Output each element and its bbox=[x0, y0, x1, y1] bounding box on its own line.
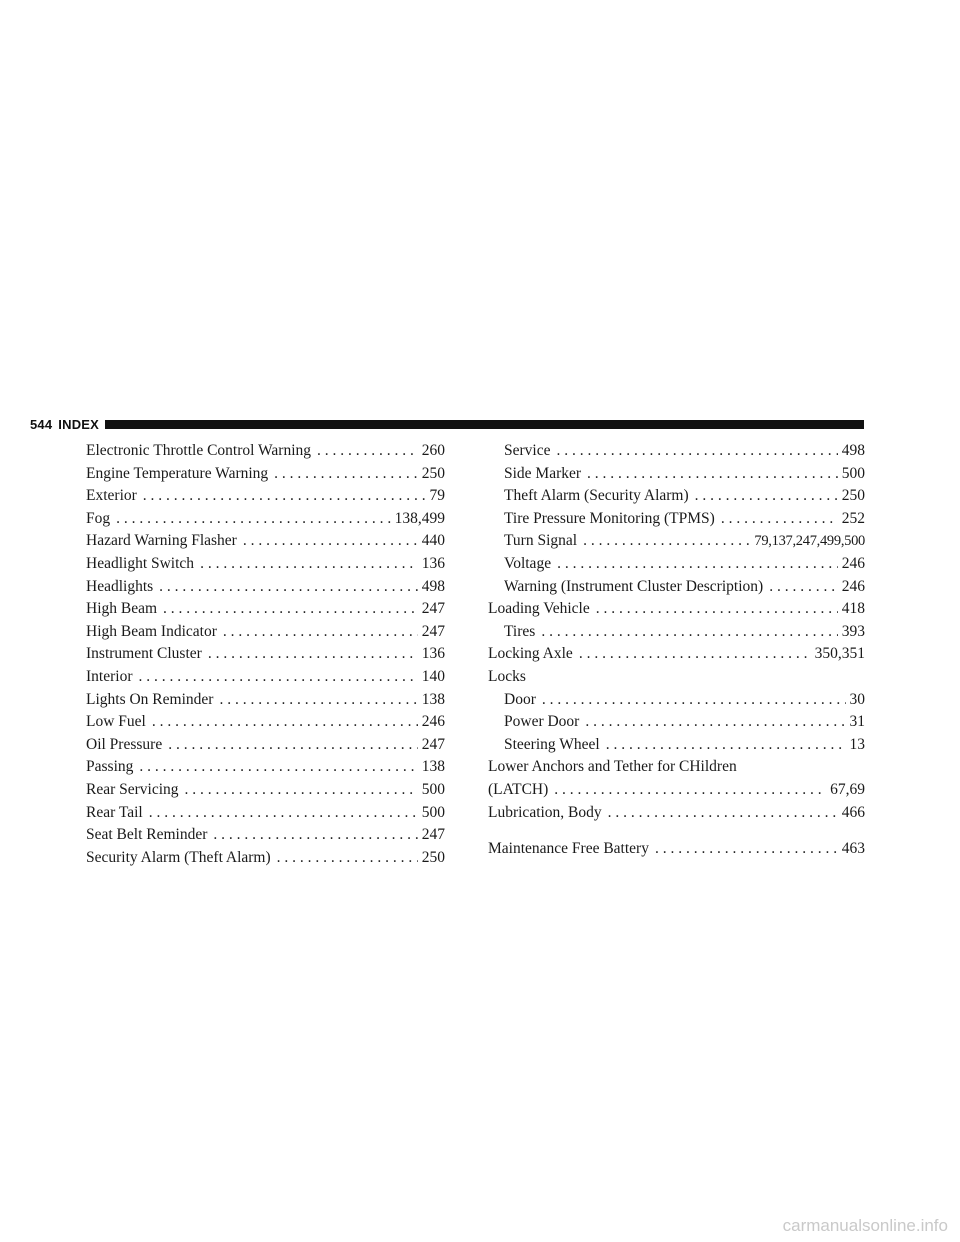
entry-page: 350,351 bbox=[814, 645, 865, 663]
entry-page: 500 bbox=[841, 464, 865, 482]
entry-page: 247 bbox=[421, 600, 445, 618]
entry-term: Service bbox=[504, 442, 551, 459]
section-title: INDEX bbox=[58, 417, 100, 432]
index-subentry bbox=[488, 553, 865, 576]
entry-term: Electronic Throttle Control Warning bbox=[86, 442, 312, 459]
index-column-right bbox=[488, 440, 865, 861]
index-subentry bbox=[488, 530, 865, 553]
entry-page: 250 bbox=[421, 848, 445, 866]
entry-page: 247 bbox=[421, 826, 445, 844]
entry-term: Theft Alarm (Security Alarm) bbox=[504, 487, 689, 505]
entry-term: Fog bbox=[86, 509, 111, 527]
index-entry bbox=[86, 824, 445, 847]
entry-page: 30 bbox=[849, 690, 865, 708]
index-subentry bbox=[488, 576, 865, 599]
entry-page: 498 bbox=[841, 442, 865, 459]
index-entry bbox=[488, 802, 865, 825]
entry-term: Maintenance Free Battery bbox=[488, 840, 649, 858]
index-entry bbox=[86, 508, 445, 531]
entry-page: 79 bbox=[429, 487, 445, 505]
entry-term: Rear Servicing bbox=[86, 780, 179, 798]
entry-page: 466 bbox=[841, 803, 865, 821]
entry-page: 440 bbox=[421, 532, 445, 550]
entry-term: Tires bbox=[504, 622, 536, 640]
entry-page: 500 bbox=[421, 803, 445, 821]
entry-page: 246 bbox=[421, 713, 445, 731]
entry-term: Side Marker bbox=[504, 464, 582, 482]
index-entry bbox=[86, 779, 445, 802]
index-entry bbox=[86, 711, 445, 734]
entry-term: Engine Temperature Warning bbox=[86, 464, 269, 482]
entry-term: Passing bbox=[86, 758, 134, 776]
entry-term: High Beam bbox=[86, 600, 158, 618]
entry-term: Headlights bbox=[86, 577, 154, 595]
index-entry bbox=[488, 838, 865, 861]
entry-page: 260 bbox=[421, 442, 445, 459]
entry-term: Seat Belt Reminder bbox=[86, 826, 208, 844]
entry-term: Hazard Warning Flasher bbox=[86, 532, 237, 550]
index-subentry bbox=[488, 440, 865, 463]
page-header bbox=[30, 416, 864, 433]
entry-term: Lights On Reminder bbox=[86, 690, 214, 708]
entry-page: 138,499 bbox=[394, 509, 445, 527]
index-entry bbox=[86, 621, 445, 644]
entry-page: 136 bbox=[421, 554, 445, 572]
entry-term: Headlight Switch bbox=[86, 554, 195, 572]
entry-term: Tire Pressure Monitoring (TPMS) bbox=[504, 509, 715, 527]
entry-page: 418 bbox=[841, 600, 865, 618]
entry-page: 252 bbox=[841, 509, 865, 527]
entry-term: Instrument Cluster bbox=[86, 645, 202, 663]
entry-term: Warning (Instrument Cluster Description) bbox=[504, 577, 764, 595]
entry-term: Steering Wheel bbox=[504, 735, 600, 753]
entry-page: 13 bbox=[849, 735, 865, 753]
watermark: carmanualsonline.info bbox=[782, 1216, 948, 1235]
entry-term: Low Fuel bbox=[86, 713, 146, 731]
entry-page: 250 bbox=[841, 487, 865, 505]
entry-page: 138 bbox=[421, 758, 445, 776]
page-number: 544 bbox=[30, 417, 53, 432]
entry-page: 463 bbox=[841, 840, 865, 858]
index-entry bbox=[86, 666, 445, 689]
index-entry bbox=[86, 485, 445, 508]
entry-term: Lubrication, Body bbox=[488, 803, 602, 821]
entry-term: Rear Tail bbox=[86, 803, 143, 821]
index-column-left bbox=[86, 440, 445, 869]
entry-term: Voltage bbox=[504, 554, 552, 572]
index-heading-locks: Locks bbox=[488, 667, 526, 685]
entry-term: Oil Pressure bbox=[86, 735, 163, 753]
index-entry bbox=[86, 598, 445, 621]
index-subentry bbox=[488, 621, 865, 644]
index-entry bbox=[488, 598, 865, 621]
index-subentry bbox=[488, 508, 865, 531]
index-entry bbox=[488, 779, 865, 802]
entry-page: 247 bbox=[421, 622, 445, 640]
entry-term: Locking Axle bbox=[488, 645, 573, 663]
entry-term: High Beam Indicator bbox=[86, 622, 217, 640]
entry-term: Power Door bbox=[504, 713, 580, 731]
index-entry bbox=[86, 689, 445, 712]
index-subentry bbox=[488, 689, 865, 712]
index-subentry bbox=[488, 734, 865, 757]
header-rule bbox=[105, 420, 864, 429]
index-subentry bbox=[488, 463, 865, 486]
index-entry bbox=[86, 643, 445, 666]
entry-page: 31 bbox=[849, 713, 865, 731]
entry-page: 498 bbox=[421, 577, 445, 595]
entry-term: Interior bbox=[86, 667, 133, 685]
entry-page: 250 bbox=[421, 464, 445, 482]
index-entry bbox=[86, 463, 445, 486]
entry-term: (LATCH) bbox=[488, 780, 549, 798]
entry-term: Security Alarm (Theft Alarm) bbox=[86, 848, 271, 866]
index-heading-lower-anchors: Lower Anchors and Tether for CHildren bbox=[488, 758, 737, 776]
entry-page: 138 bbox=[421, 690, 445, 708]
entry-page: 500 bbox=[421, 780, 445, 798]
entry-term: Loading Vehicle bbox=[488, 600, 590, 618]
index-entry bbox=[488, 643, 865, 666]
entry-page: 140 bbox=[421, 667, 445, 685]
entry-term: Door bbox=[504, 690, 536, 708]
index-entry bbox=[86, 756, 445, 779]
index-entry bbox=[86, 734, 445, 757]
index-entry bbox=[86, 553, 445, 576]
entry-page: 67,69 bbox=[830, 780, 865, 798]
entry-page: 136 bbox=[421, 645, 445, 663]
entry-page: 393 bbox=[841, 622, 865, 640]
index-entry bbox=[86, 847, 445, 870]
entry-term: Exterior bbox=[86, 487, 137, 505]
index-entry bbox=[86, 440, 445, 463]
index-entry bbox=[86, 530, 445, 553]
entry-page: 246 bbox=[841, 577, 865, 595]
entry-page: 246 bbox=[841, 554, 865, 572]
entry-page: 247 bbox=[421, 735, 445, 753]
entry-page: 79,137,247,499,500 bbox=[754, 533, 865, 550]
index-subentry bbox=[488, 711, 865, 734]
index-entry bbox=[86, 802, 445, 825]
index-entry bbox=[86, 576, 445, 599]
entry-term: Turn Signal bbox=[504, 532, 578, 550]
index-subentry bbox=[488, 485, 865, 508]
